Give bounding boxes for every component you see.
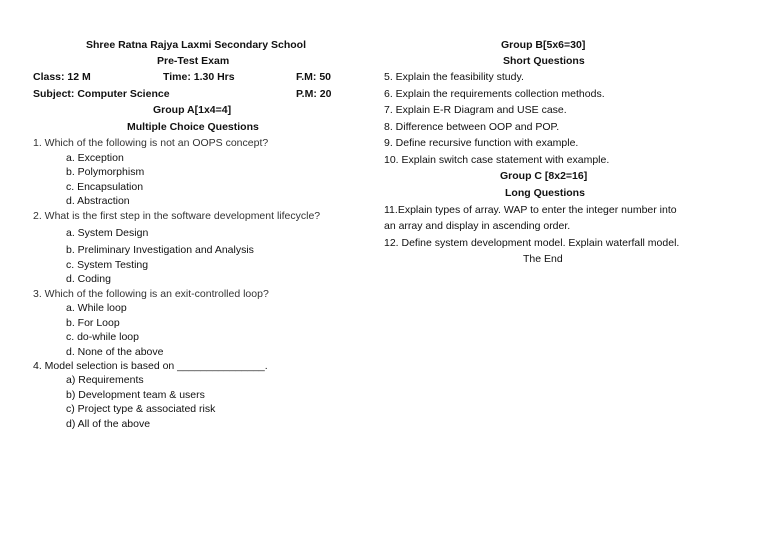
group-c-title: Group C [8x2=16] [500,170,588,182]
question-1: 1. Which of the following is not an OOPS concept? [33,137,269,149]
exam-title: Pre-Test Exam [157,55,230,67]
q2-option-d: d. Coding [66,273,111,285]
q2-option-c: c. System Testing [66,259,149,271]
q1-option-b: b. Polymorphism [66,166,145,178]
q4-option-a: a) Requirements [66,374,144,386]
q1-option-a: a. Exception [66,152,124,164]
question-10: 10. Explain switch case statement with example. [384,154,610,166]
q1-option-c: c. Encapsulation [66,181,144,193]
pass-marks: P.M: 20 [296,88,332,100]
question-11-line-1: 11.Explain types of array. WAP to enter the integer number into [384,204,677,216]
group-a-subtitle: Multiple Choice Questions [127,121,259,133]
q4-option-d: d) All of the above [66,418,151,430]
class-label: Class: 12 M [33,71,91,83]
q2-option-a: a. System Design [66,227,149,239]
school-name: Shree Ratna Rajya Laxmi Secondary School [86,39,306,51]
group-b-subtitle: Short Questions [503,55,585,67]
q3-option-c: c. do-while loop [66,331,139,343]
question-5: 5. Explain the feasibility study. [384,71,524,83]
q4-option-c: c) Project type & associated risk [66,403,216,415]
question-6: 6. Explain the requirements collection methods. [384,88,605,100]
q3-option-b: b. For Loop [66,317,120,329]
q3-option-a: a. While loop [66,302,127,314]
group-c-subtitle: Long Questions [505,187,585,199]
the-end: The End [523,253,563,265]
q3-option-d: d. None of the above [66,346,164,358]
q4-option-b: b) Development team & users [66,389,205,401]
right-column [384,0,768,543]
q1-option-d: d. Abstraction [66,195,130,207]
question-4: 4. Model selection is based on _______________. [33,360,268,372]
group-b-title: Group B[5x6=30] [501,39,586,51]
question-2: 2. What is the first step in the software development lifecycle? [33,210,321,222]
group-a-title: Group A[1x4=4] [153,104,232,116]
question-11-line-2: an array and display in ascending order. [384,220,571,232]
question-9: 9. Define recursive function with example. [384,137,579,149]
subject-label: Subject: Computer Science [33,88,170,100]
full-marks: F.M: 50 [296,71,332,83]
q2-option-b: b. Preliminary Investigation and Analysis [66,244,254,256]
question-12: 12. Define system development model. Explain waterfall model. [384,237,680,249]
time-label: Time: 1.30 Hrs [163,71,235,83]
question-3: 3. Which of the following is an exit-controlled loop? [33,288,269,300]
question-8: 8. Difference between OOP and POP. [384,121,560,133]
question-7: 7. Explain E-R Diagram and USE case. [384,104,567,116]
